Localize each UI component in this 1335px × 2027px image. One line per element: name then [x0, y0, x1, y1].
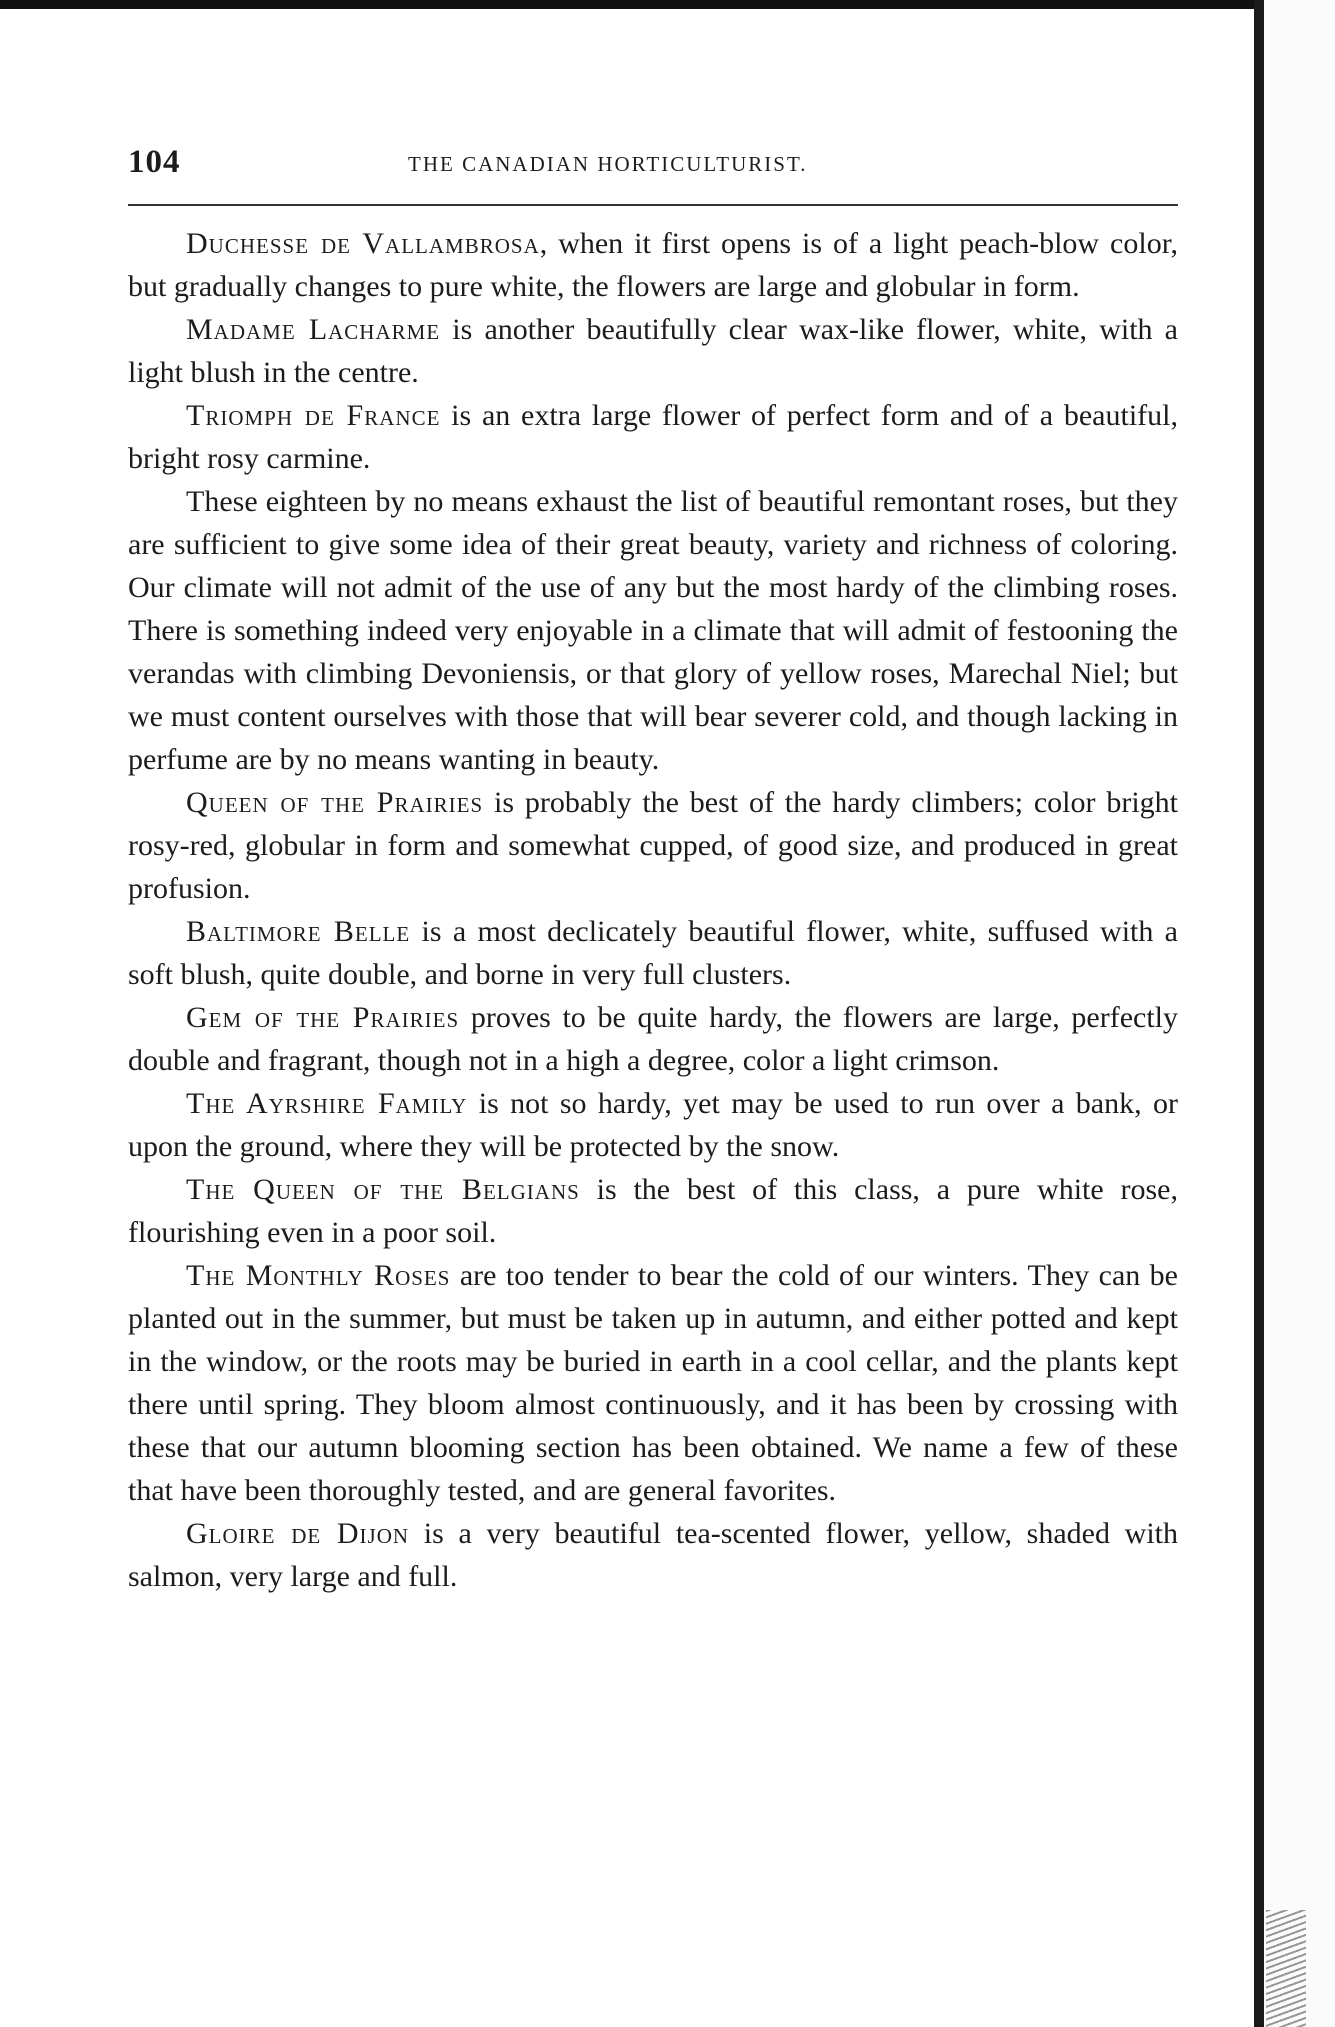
rose-name: Gloire de Dijon	[186, 1517, 410, 1550]
rose-name: The Queen of the Belgians	[186, 1173, 580, 1206]
paragraph-text: is not so hardy, yet may be used to run over a bank, or upon the ground, where they will be protected by the snow.	[128, 1087, 1178, 1163]
rose-name: Gem of the Prairies	[186, 1001, 460, 1034]
paragraph-text: are too tender to bear the cold of our winters. They can be planted out in the summer, but must be taken up in autumn, and either potted and kept in the window, or the roots may be buried in earth in a cool cellar, and the plants kept there until spring. They bloom almost continuously, and it has been by crossing with these that our autumn blooming section has been obtained. We name a few of these that have been thoroughly tested, and are general favorites.	[128, 1259, 1178, 1507]
paragraph-baltimore-belle	[128, 910, 1178, 996]
paragraph-text: These eighteen by no means exhaust the list of beautiful remontant roses, but they are sufficient to give some idea of their great beauty, variety and richness of coloring. Our climate will not admit of the use of any but the most hardy of the climbing roses. There is something indeed very enjoyable in a climate that will admit of festooning the verandas with climbing Devoniensis, or that glory of yellow roses, Marechal Niel; but we must content ourselves with those that will bear severer cold, and though lacking in perfume are by no means wanting in beauty.	[128, 485, 1178, 776]
paragraph-triomph	[128, 394, 1178, 480]
paragraph-text: is an extra large flower of perfect form and of a beautiful, bright rosy carmine.	[128, 399, 1178, 475]
rose-name: Madame Lacharme	[186, 313, 441, 346]
paragraph-text: , when it first opens is of a light peach-blow color, but gradually changes to pure white, the flowers are large and globular in form.	[128, 227, 1178, 303]
rose-name: Baltimore Belle	[186, 915, 411, 948]
paragraph-ayrshire	[128, 1082, 1178, 1168]
rose-name: The Ayrshire Family	[186, 1087, 468, 1120]
paragraph-madame-lacharme	[128, 308, 1178, 394]
paragraph-text: is the best of this class, a pure white rose, flourishing even in a poor soil.	[128, 1173, 1178, 1249]
paragraph-text: is a very beautiful tea-scented flower, yellow, shaded with salmon, very large and full.	[128, 1517, 1179, 1593]
book-page	[128, 138, 1188, 1593]
header-rule	[128, 204, 1178, 206]
paragraph-queen-belgians	[128, 1168, 1178, 1254]
rose-name: Queen of the Prairies	[186, 786, 484, 819]
paragraph-text: is another beautifully clear wax-like flower, white, with a light blush in the centre.	[128, 313, 1178, 389]
paragraph-text: proves to be quite hardy, the flowers are large, perfectly double and fragrant, though not in a high a degree, color a light crimson.	[128, 1001, 1178, 1077]
book-spine-shadow	[1254, 0, 1264, 2027]
page-header	[128, 138, 1188, 188]
paragraph-climbing-roses	[128, 480, 1178, 781]
paragraph-text: is probably the best of the hardy climbers; color bright rosy-red, globular in form and somewhat cupped, of good size, and produced in great profusion.	[128, 786, 1178, 905]
body-text	[128, 222, 1178, 1598]
running-title: THE CANADIAN HORTICULTURIST.	[408, 152, 808, 176]
rose-name: The Monthly Roses	[186, 1259, 451, 1292]
paragraph-duchesse	[128, 222, 1178, 308]
spine-texture	[1266, 1910, 1306, 2027]
paragraph-gloire-dijon	[128, 1512, 1178, 1598]
page-number: 104	[128, 144, 181, 180]
paragraph-monthly-roses	[128, 1254, 1178, 1512]
rose-name: Duchesse de Vallambrosa	[186, 227, 540, 260]
top-edge-rule	[0, 0, 1335, 9]
paragraph-text: is a most declicately beautiful flower, white, suffused with a soft blush, quite double, and borne in very full clusters.	[128, 915, 1178, 991]
paragraph-gem-prairies	[128, 996, 1178, 1082]
paragraph-queen-prairies	[128, 781, 1178, 910]
page-margin-edge	[1264, 0, 1335, 2027]
rose-name: Triomph de France	[186, 399, 441, 432]
